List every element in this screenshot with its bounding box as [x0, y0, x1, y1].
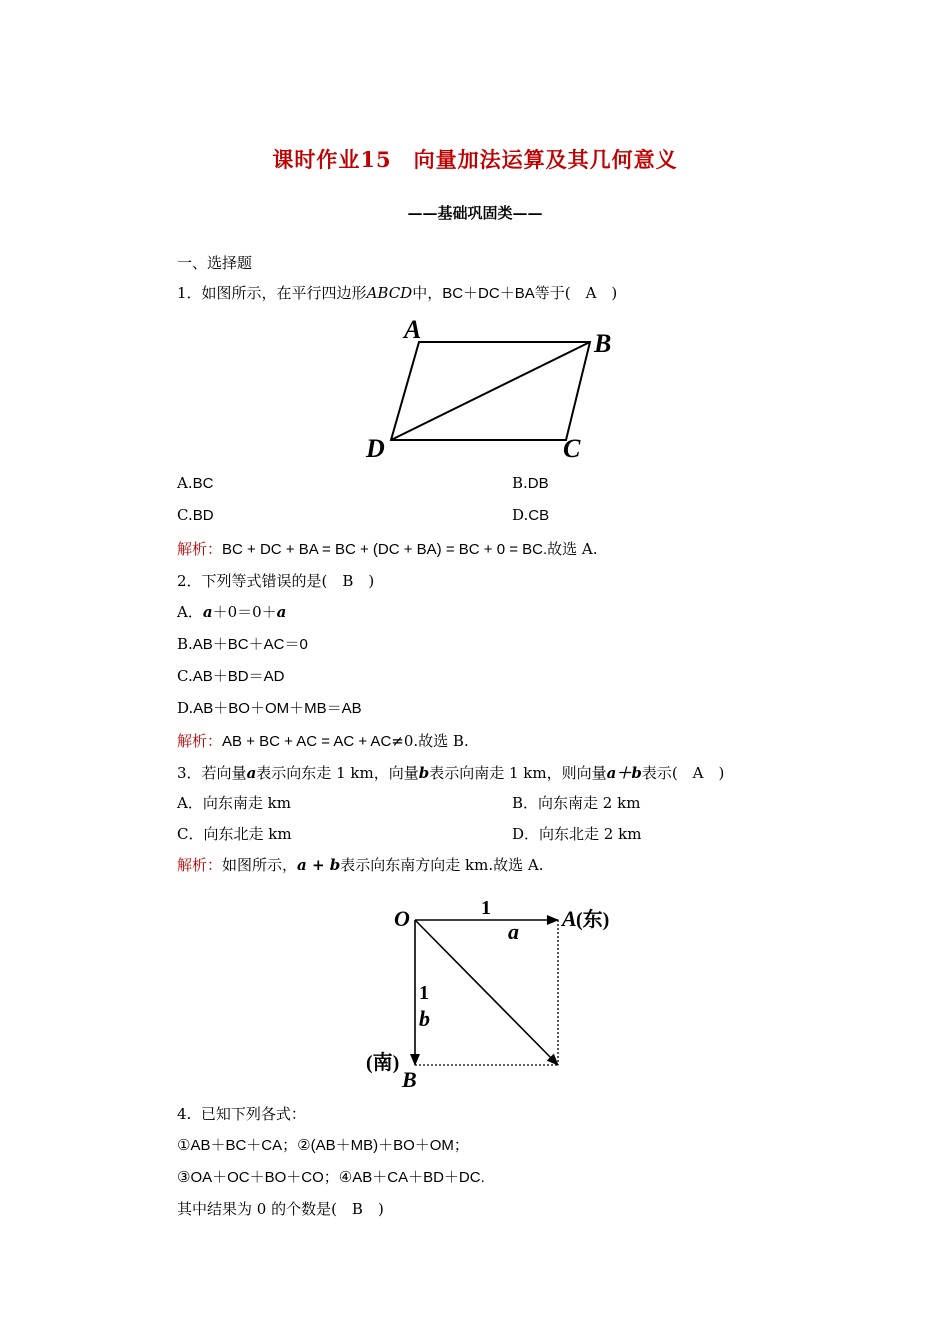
- expression-list-line: ①AB＋BC＋CA；②(AB＋MB)＋BO＋OM；: [177, 1137, 469, 1154]
- parallelogram-name: ABCD: [366, 284, 413, 302]
- explanation-label: 解析：: [177, 732, 223, 750]
- question-text: 中，: [412, 284, 443, 302]
- vector-label-b: b: [419, 1006, 430, 1031]
- question-number: 4.: [177, 1105, 192, 1123]
- question-3: 3．若向量a表示向东走 1 km，向量b表示向南走 1 km，则向量a＋b表示( A ): [177, 764, 725, 782]
- option-b: B.AB＋BC＋AC＝0: [177, 635, 308, 653]
- vertex-label-b: B: [594, 329, 612, 358]
- vertex-label-d: D: [366, 434, 385, 462]
- expression-list-line: ③OA＋OC＋BO＋CO；④AB＋CA＋BD＋DC.: [177, 1169, 485, 1186]
- option-b: B.DB: [512, 474, 549, 492]
- section-heading: 一、选择题: [177, 254, 253, 272]
- explanation-label: 解析：: [177, 540, 223, 558]
- section-subtitle: ——基础巩固类——: [407, 204, 543, 222]
- vector-label-a: a: [508, 919, 519, 944]
- answer-explanation: 解析：如图所示，a + b表示向东南方向走 km.故选 A.: [177, 856, 544, 874]
- question-number: 1．: [177, 284, 202, 302]
- answer-explanation: 解析：BC + DC + BA = BC + (DC + BA) = BC + 0 = BC.故选 A.: [177, 540, 598, 558]
- page-title: 课时作业15 向量加法运算及其几何意义: [272, 147, 678, 172]
- point-label-b: B: [402, 1067, 417, 1092]
- question-number: 2．: [177, 572, 202, 590]
- east-label: (东): [576, 909, 610, 931]
- point-label-o: O: [394, 906, 410, 931]
- explanation-label: 解析：: [177, 856, 223, 874]
- option-c: C.BD: [177, 506, 214, 524]
- question-number: 3．: [177, 764, 202, 782]
- question-2: [177, 570, 374, 591]
- south-label: (南): [366, 1052, 400, 1074]
- option-b: B．向东南走 2 km: [512, 794, 641, 812]
- vector-direction-figure: [360, 895, 640, 1095]
- vector-expression: BC＋DC＋BA: [442, 285, 535, 302]
- question-4: 4. 已知下列各式：: [177, 1105, 306, 1123]
- question-text: 下列等式错误的是( B ): [201, 572, 375, 590]
- question-text: 如图所示，在平行四边形: [201, 284, 367, 302]
- answer-explanation: 解析：AB + BC + AC = AC + AC≠0.故选 B.: [177, 732, 469, 750]
- option-d: D．向东北走 2 km: [512, 825, 642, 843]
- option-a: A．向东南走 km: [177, 794, 291, 812]
- option-a: A．a＋0＝0＋a: [177, 603, 287, 621]
- question-1: [177, 282, 617, 303]
- length-label-a: 1: [481, 897, 491, 919]
- option-c: C．向东北走 km: [177, 825, 292, 843]
- option-a: A.BC: [177, 474, 214, 492]
- vertex-label-a: A: [404, 315, 422, 344]
- point-label-a: A: [562, 906, 577, 931]
- question-text: 其中结果为 0 的个数是( B ): [177, 1200, 384, 1218]
- length-label-b: 1: [419, 982, 429, 1004]
- option-d: D.AB＋BO＋OM＋MB＝AB: [177, 699, 362, 717]
- option-c: C.AB＋BD＝AD: [177, 667, 285, 685]
- parallelogram-figure: [360, 312, 620, 462]
- vertex-label-c: C: [563, 434, 581, 462]
- option-d: D.CB: [512, 506, 550, 524]
- question-text: 等于( A ): [534, 284, 618, 302]
